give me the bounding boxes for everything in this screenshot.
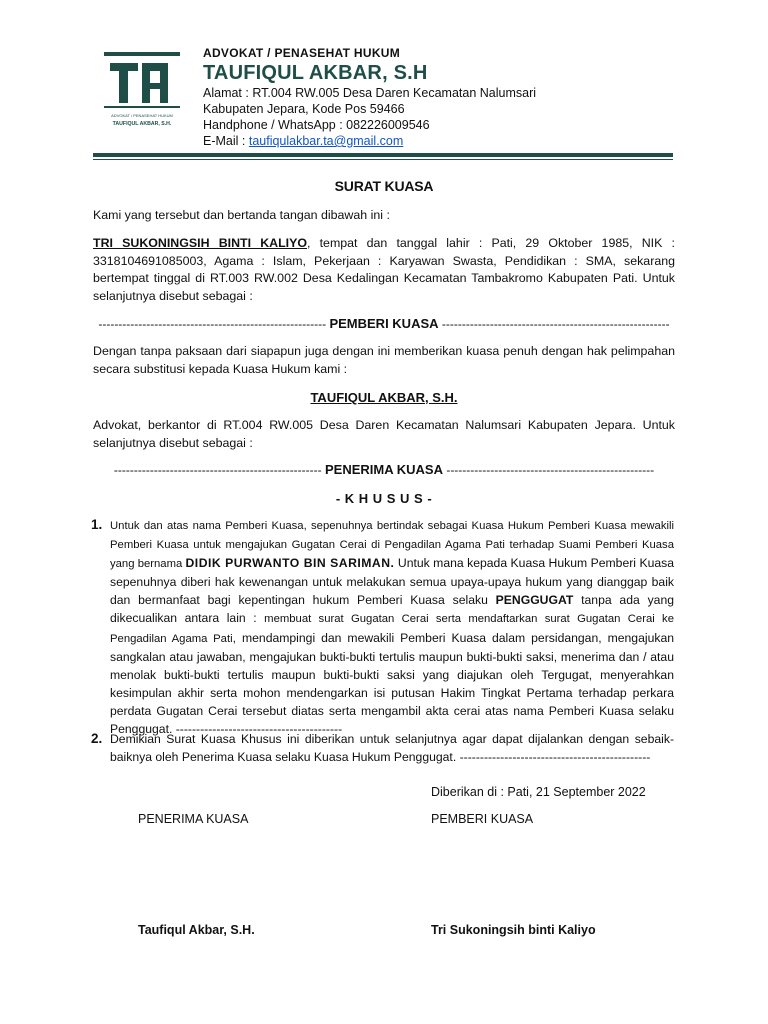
item-2-number: 2. — [91, 731, 103, 746]
place-date: Diberikan di : Pati, 21 September 2022 — [431, 785, 646, 799]
signature-label-pemberi: PEMBERI KUASA — [431, 812, 534, 826]
signature-label-penerima: PENERIMA KUASA — [138, 812, 249, 826]
item-2-body: Demikian Surat Kuasa Khusus ini diberikan untuk selanjutnya agar dapat dijalankan dengan sebaik-baiknya oleh Penerima Kuasa selaku Kuasa Hukum Penggugat. ----------------------------------------------- — [110, 732, 674, 765]
grantor-name: TRI SUKONINGSIH BINTI KALIYO — [93, 236, 308, 250]
letterhead-name: TAUFIQUL AKBAR, S.H — [203, 62, 428, 84]
pemberi-kuasa-label: PEMBERI KUASA — [329, 316, 439, 331]
logo-mark-icon — [104, 52, 180, 130]
logo — [104, 52, 180, 130]
letterhead-phone: Handphone / WhatsApp : 082226009546 — [203, 118, 430, 132]
separator-pemberi: --------------------------------------------------------- PEMBERI KUASA --------------------------------------------------------- — [98, 316, 670, 331]
header-rule-thick — [93, 153, 673, 157]
grantor-paragraph — [93, 235, 675, 305]
email-link[interactable]: taufiqulakbar.ta@gmail.com — [248, 134, 404, 148]
letterhead — [203, 46, 683, 149]
attorney-name: TAUFIQUL AKBAR, S.H. — [310, 390, 458, 405]
plaintiff-role: PENGGUGAT — [495, 593, 574, 608]
item-1-body: Untuk dan atas nama Pemberi Kuasa, sepenuhnya bertindak sebagai Kuasa Hukum Pemberi Kuasa mewakili Pemberi Kuasa untuk mengajukan Gugatan Cerai di Pengadilan Agama Pati terhadap Suami Pemberi Kuasa yang bernama DIDIK PURWANTO BIN SARIMAN. Untuk mana kepada Kuasa Hukum Pemberi Kuasa sepenuhnya diberi hak kewenangan untuk melakukan semua upaya-upaya hukum yang dianggap baik dan bermanfaat bagi kepentingan hukum Pemberi Kuasa selaku PENGGUGAT tanpa ada yang dikecualikan antara lain : membuat surat Gugatan Cerai serta mendaftarkan surat Gugatan Cerai ke Pengadilan Agama Pati, mendampingi dan mewakili Pemberi Kuasa dalam persidangan, mengajukan sangkalan atau jawaban, mengajukan bukti-bukti tertulis maupun bukti-bukti saksi, menerima dan / atau menolak bukti-bukti tertulis maupun bukti-bukti saksi yang diajukan oleh Tergugat, menyerahkan kesimpulan akhir serta mohon mendengarkan isi putusan Hakim Tingkat Pertama terhadap perkara perdata Gugatan Cerai tersebut diatas serta mengambil akta cerai atas nama Pemberi Kuasa selaku Penggugat. ----------------------------------------- — [110, 520, 674, 737]
separator-penerima: ---------------------------------------------------- PENERIMA KUASA ---------------------------------------------------- — [113, 462, 655, 477]
grantor-details: , tempat dan tanggal lahir : Pati, 29 Oktober 1985, NIK : 3318104691085003, Agama : Islam, Pekerjaan : Karyawan Swasta, Pendidikan : SMA, sekarang bertempat tinggal di RT.003 RW.002 Desa Kedalingan Kecamatan Tambakromo Kabupaten Pati. Untuk selanjutnya disebut sebagai : — [93, 236, 675, 303]
letterhead-address-1: Alamat : RT.004 RW.005 Desa Daren Kecamatan Nalumsari — [203, 86, 537, 100]
signature-name-penerima: Taufiqul Akbar, S.H. — [138, 923, 255, 937]
letterhead-role: ADVOKAT / PENASEHAT HUKUM — [203, 46, 401, 60]
letterhead-address-2: Kabupaten Jepara, Kode Pos 59466 — [203, 102, 405, 116]
penerima-kuasa-label: PENERIMA KUASA — [325, 462, 443, 477]
grant-statement: Dengan tanpa paksaan dari siapapun juga dengan ini memberikan kuasa penuh dengan hak pelimpahan secara substitusi kepada Kuasa Hukum kami : — [93, 344, 675, 376]
logo-caption: TAUFIQUL AKBAR, S.H. — [112, 121, 172, 127]
intro-paragraph: Kami yang tersebut dan bertanda tangan dibawah ini : — [93, 208, 390, 222]
item-1-number: 1. — [91, 517, 103, 532]
email-label: E-Mail : — [203, 134, 249, 148]
attorney-details: Advokat, berkantor di RT.004 RW.005 Desa Daren Kecamatan Nalumsari Kabupaten Jepara. Untuk selanjutnya disebut sebagai : — [93, 418, 675, 450]
header-rule-thin — [93, 159, 673, 160]
document-title: SURAT KUASA — [334, 178, 434, 194]
khusus-heading: - K H U S U S - — [335, 491, 433, 506]
defendant-name: DIDIK PURWANTO BIN SARIMAN. — [185, 556, 395, 571]
logo-tagline: ADVOKAT / PENASEHAT HUKUM — [111, 113, 173, 118]
signature-name-pemberi: Tri Sukoningsih binti Kaliyo — [431, 923, 596, 937]
letterhead-email-line — [203, 133, 683, 149]
